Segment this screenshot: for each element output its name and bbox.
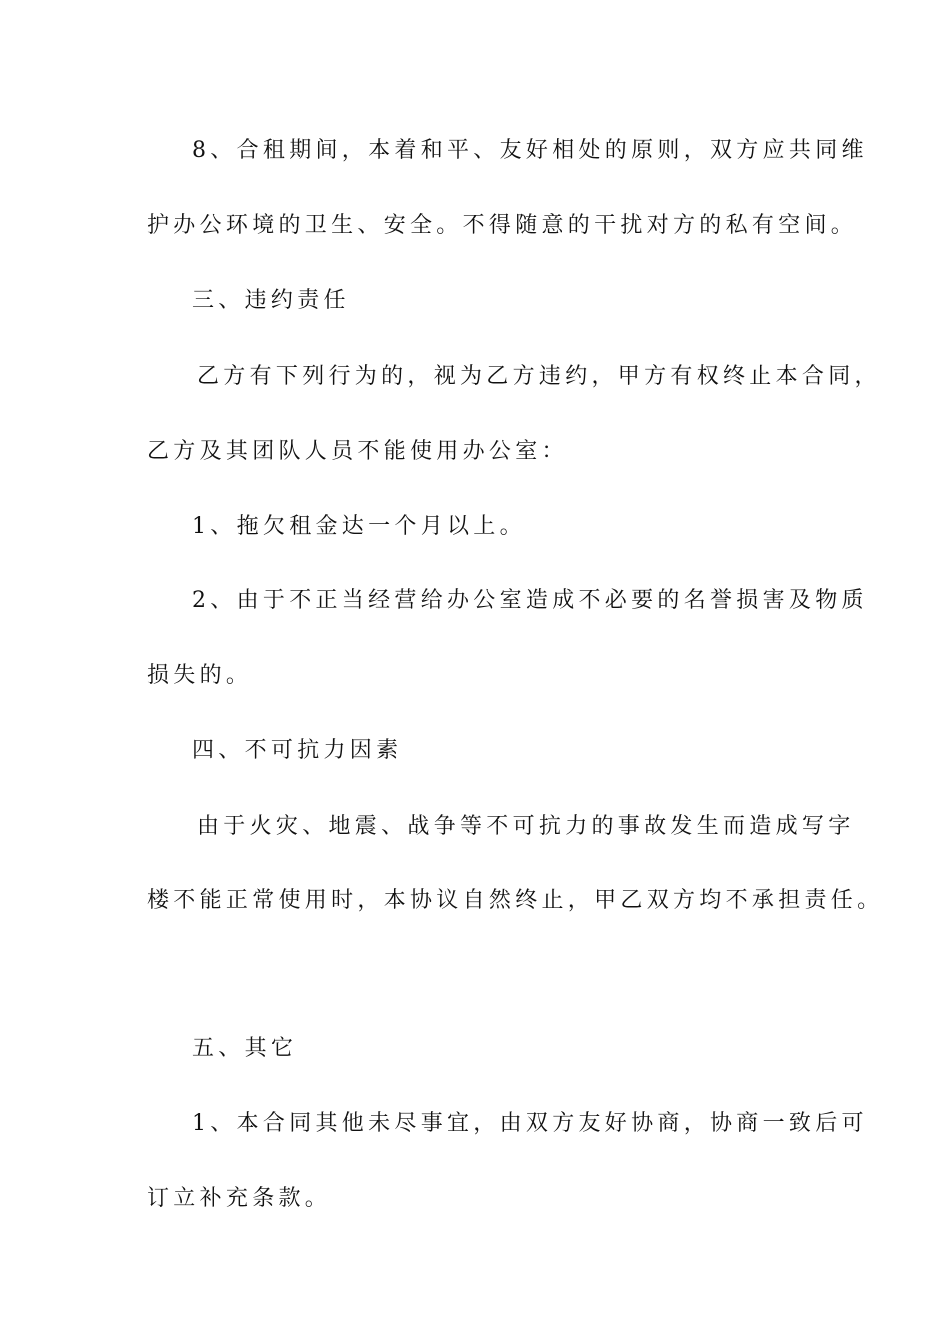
breach-intro-line-1: 乙方有下列行为的，视为乙方违约，甲方有权终止本合同， xyxy=(197,364,881,389)
clause-8-line-1: 8、合租期间，本着和平、友好相处的原则，双方应共同维 xyxy=(192,138,868,163)
force-majeure-line-2: 楼不能正常使用时，本协议自然终止，甲乙双方均不承担责任。 xyxy=(147,888,884,913)
breach-item-2-line-1: 2、由于不正当经营给办公室造成不必要的名誉损害及物质 xyxy=(192,588,868,613)
breach-intro-line-2: 乙方及其团队人员不能使用办公室： xyxy=(147,439,568,464)
section-heading-other: 五、其它 xyxy=(192,1036,298,1061)
breach-item-1: 1、拖欠租金达一个月以上。 xyxy=(192,514,526,539)
other-item-1-line-1: 1、本合同其他未尽事宜，由双方友好协商，协商一致后可 xyxy=(192,1111,868,1136)
section-heading-breach: 三、违约责任 xyxy=(192,288,350,313)
section-heading-force-majeure: 四、不可抗力因素 xyxy=(192,738,403,763)
breach-item-2-line-2: 损失的。 xyxy=(147,663,253,688)
clause-8-line-2: 护办公环境的卫生、安全。不得随意的干扰对方的私有空间。 xyxy=(147,213,858,238)
force-majeure-line-1: 由于火灾、地震、战争等不可抗力的事故发生而造成写字 xyxy=(197,814,855,839)
other-item-1-line-2: 订立补充条款。 xyxy=(147,1186,332,1211)
